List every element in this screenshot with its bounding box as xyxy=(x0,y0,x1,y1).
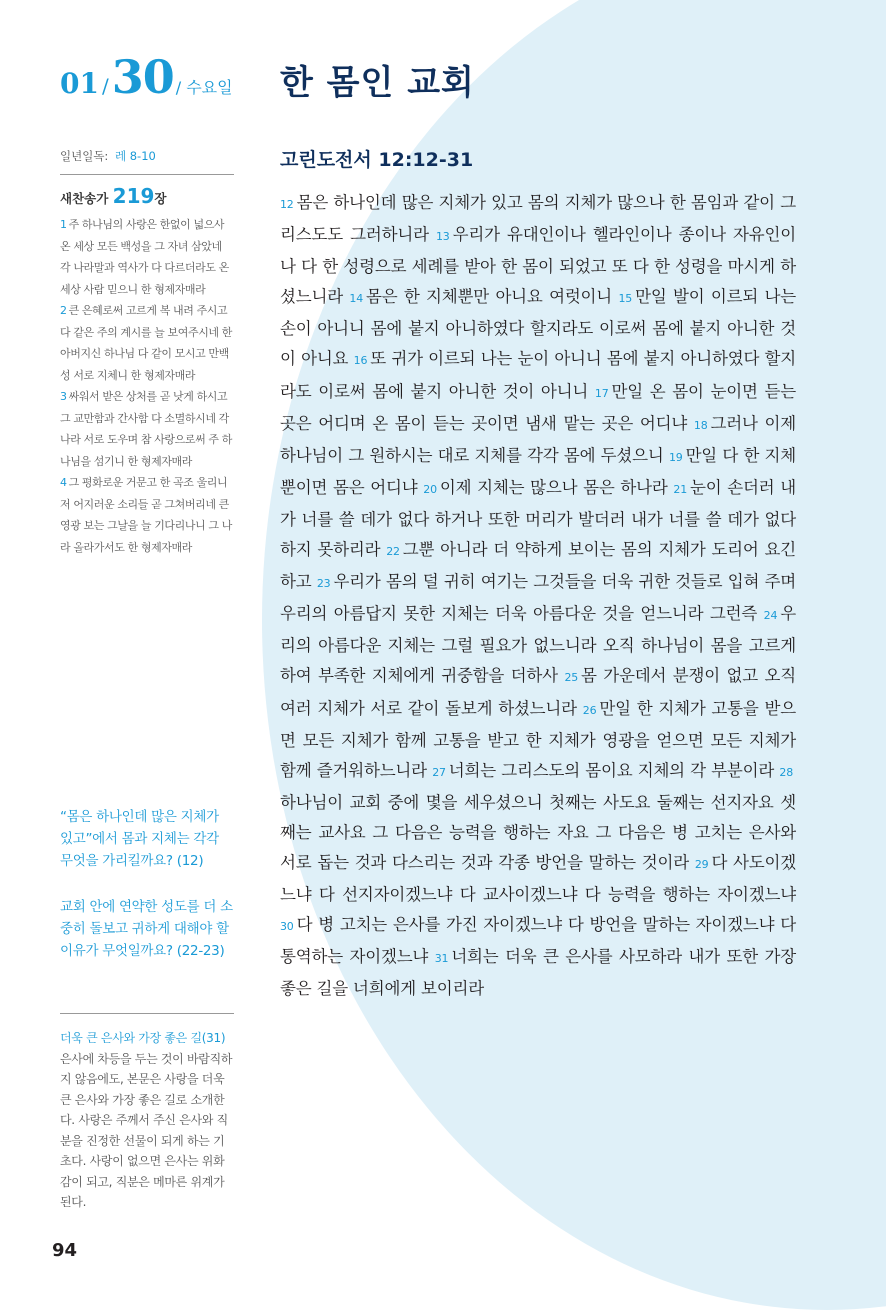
verse-text: 그러나 이제 하나님이 그 원하시는 대로 지체를 각각 몸에 두셨으니 xyxy=(280,413,796,465)
hymn-lyrics xyxy=(60,214,234,558)
hymn-heading xyxy=(60,184,234,208)
date-month: 01 xyxy=(60,67,99,100)
verse-number: 21 xyxy=(673,482,687,496)
verse-text: 만일 다 한 지체뿐이면 몸은 어디냐 xyxy=(280,445,797,497)
date-day: 30 xyxy=(111,50,174,104)
commentary xyxy=(60,1028,234,1213)
divider xyxy=(60,1013,234,1014)
scripture-passage xyxy=(280,188,796,1004)
verse-number: 22 xyxy=(386,545,400,559)
hymn-label: 새찬송가 xyxy=(60,191,109,206)
verse-text: 만일 온 몸이 눈이면 듣는 곳은 어디며 온 몸이 듣는 곳이면 냄새 맡는 곳은 어디냐 xyxy=(280,381,796,433)
verse-text: 몸은 한 지체뿐만 아니요 여럿이니 xyxy=(366,287,613,307)
hymn-verse-number: 1 xyxy=(60,218,67,231)
verse-number: 20 xyxy=(423,482,437,496)
hymn-suffix: 장 xyxy=(154,191,167,206)
verse-text: 다 사도이겠느냐 다 선지자이겠느냐 다 교사이겠느냐 다 능력을 행하는 자이겠느냐 xyxy=(280,852,797,905)
hymn-number: 219 xyxy=(112,184,155,208)
reflection-question-2: 교회 안에 연약한 성도를 더 소중히 돌보고 귀하게 대해야 할 이유가 무엇일까요? (22-23) xyxy=(60,899,233,959)
date-weekday: / 수요일 xyxy=(175,78,233,97)
hymn-verse xyxy=(60,300,234,386)
verse-text: 만일 한 지체가 고통을 받으면 모든 지체가 함께 고통을 받고 한 지체가 영광을 얻으면 모든 지체가 함께 즐거워하느니라 xyxy=(280,698,796,780)
verse-text: 몸은 하나인데 많은 지체가 있고 몸의 지체가 많으나 한 몸임과 같이 그리스도도 그러하니라 xyxy=(280,193,796,245)
date-slash: / xyxy=(101,74,109,98)
verse-text: 너희는 더욱 큰 은사를 사모하라 내가 또한 가장 좋은 길을 너희에게 보이리라 xyxy=(280,947,796,999)
verse-number: 17 xyxy=(594,386,609,400)
commentary-text: 은사에 차등을 두는 것이 바람직하지 않음에도, 본문은 사랑을 더욱 큰 은사와 가장 좋은 길로 소개한다. 사랑은 주께서 주신 은사와 직분을 진정한 선물이 되게 하는 기초다. 사랑이 없으면 은사는 위화감이 되고, 직분은 메마른 위계가 된다. xyxy=(60,1051,233,1209)
verse-text: 우리가 유대인이나 헬라인이나 종이나 자유인이나 다 한 성령으로 세례를 받아 한 몸이 되었고 또 다 한 성령을 마시게 하셨느니라 xyxy=(280,225,797,307)
verse-number: 29 xyxy=(694,857,709,871)
verse-number: 19 xyxy=(668,450,683,464)
page-title: 한 몸인 교회 xyxy=(280,63,475,103)
hymn-verse xyxy=(60,386,234,472)
verse-number: 14 xyxy=(349,292,363,306)
hymn-verse xyxy=(60,472,234,558)
verse-text: 다 병 고치는 은사를 가진 자이겠느냐 다 방언을 말하는 자이겠느냐 다 통역하는 자이겠느냐 xyxy=(280,915,796,967)
verse-text: 만일 발이 이르되 나는 손이 아니니 몸에 붙지 아니하였다 할지라도 이로써 몸에 붙지 아니한 것이 아니요 xyxy=(280,287,796,369)
verse-text: 눈이 손더러 내가 너를 쓸 데가 없다 하거나 또한 머리가 발더러 내가 너를 쓸 데가 없다 하지 못하리라 xyxy=(280,477,796,560)
verse-number: 30 xyxy=(280,920,294,934)
reflection-question-1: “몸은 하나인데 많은 지체가 있고”에서 몸과 지체는 각각 무엇을 가리킬까요? (12) xyxy=(60,809,219,869)
reading-ref: 레 8-10 xyxy=(114,149,156,163)
verse-text: 또 귀가 이르되 나는 눈이 아니니 몸에 붙지 아니하였다 할지라도 이로써 몸에 붙지 아니한 것이 아니니 xyxy=(280,349,796,401)
verse-text: 하나님이 교회 중에 몇을 세우셨으니 첫째는 사도요 둘째는 선지자요 셋째는 교사요 그 다음은 능력을 행하는 자요 그 다음은 병 고치는 은사와 서로 돕는 것과 다스리는 것과 각종 방언을 말하는 것이라 xyxy=(280,792,796,872)
verse-text: 이제 지체는 많으나 몸은 하나라 xyxy=(439,477,668,497)
verse-text: 그뿐 아니라 더 약하게 보이는 몸의 지체가 도리어 요긴하고 xyxy=(280,540,797,592)
reading-label: 일년일독: xyxy=(60,149,109,163)
hymn-verse-number: 3 xyxy=(60,390,67,403)
verse-number: 18 xyxy=(693,418,708,432)
passage-reference: 고린도전서 12:12-31 xyxy=(280,149,474,171)
verse-text: 우리가 몸의 덜 귀히 여기는 그것들을 더욱 귀한 것들로 입혀 주며 우리의 아름답지 못한 지체는 더욱 아름다운 것을 얻느니라 그런즉 xyxy=(280,572,796,624)
hymn-verse-text: 큰 은혜로써 고르게 복 내려 주시고 다 같은 주의 계시를 늘 보여주시네 한 아버지신 하나님 다 같이 모시고 만백성 서로 지체니 한 형제자매라 xyxy=(60,304,232,382)
hymn-verse-text: 그 평화로운 거문고 한 곡조 울리니 저 어지러운 소리들 곧 그쳐버리네 큰 영광 보는 그날을 늘 기다리나니 그 나라 올라가서도 한 형제자매라 xyxy=(60,476,232,554)
annual-reading xyxy=(60,148,234,175)
page-number: 94 xyxy=(52,1240,78,1261)
verse-number: 15 xyxy=(618,292,633,306)
verse-number: 13 xyxy=(435,230,450,244)
verse-number: 26 xyxy=(582,703,597,717)
hymn-verse xyxy=(60,214,234,300)
verse-number: 27 xyxy=(432,765,446,779)
verse-text: 몸 가운데서 분쟁이 없고 오직 여러 지체가 서로 같이 돌보게 하셨느니라 xyxy=(280,666,796,718)
sidebar xyxy=(60,148,234,1209)
verse-number: 25 xyxy=(564,671,579,685)
commentary-highlight: 더욱 큰 은사와 가장 좋은 길(31) xyxy=(60,1031,226,1045)
verse-number: 16 xyxy=(353,354,368,368)
verse-text: 너희는 그리스도의 몸이요 지체의 각 부분이라 xyxy=(448,760,775,780)
date-header xyxy=(60,50,233,104)
verse-number: 31 xyxy=(434,952,449,966)
hymn-verse-text: 싸워서 받은 상처를 곧 낫게 하시고 그 교만함과 간사함 다 소멸하시네 각 나라 서로 도우며 참 사랑으로써 주 하나님을 섬기니 한 형제자매라 xyxy=(60,390,232,468)
verse-number: 23 xyxy=(316,577,331,591)
hymn-verse-text: 주 하나님의 사랑은 한없이 넓으사 온 세상 모든 백성을 그 자녀 삼았네 각 나라말과 역사가 다 다르더라도 온 세상 사람 믿으니 한 형제자매라 xyxy=(60,218,229,296)
verse-number: 12 xyxy=(280,198,294,211)
verse-number: 28 xyxy=(779,765,794,779)
hymn-verse-number: 2 xyxy=(60,304,67,317)
verse-number: 24 xyxy=(763,609,778,623)
scripture-section xyxy=(280,145,796,1004)
hymn-verse-number: 4 xyxy=(60,476,67,489)
verse-text: 우리의 아름다운 지체는 그럴 필요가 없느니라 오직 하나님이 몸을 고르게 하여 부족한 지체에게 귀중함을 더하사 xyxy=(280,604,797,686)
